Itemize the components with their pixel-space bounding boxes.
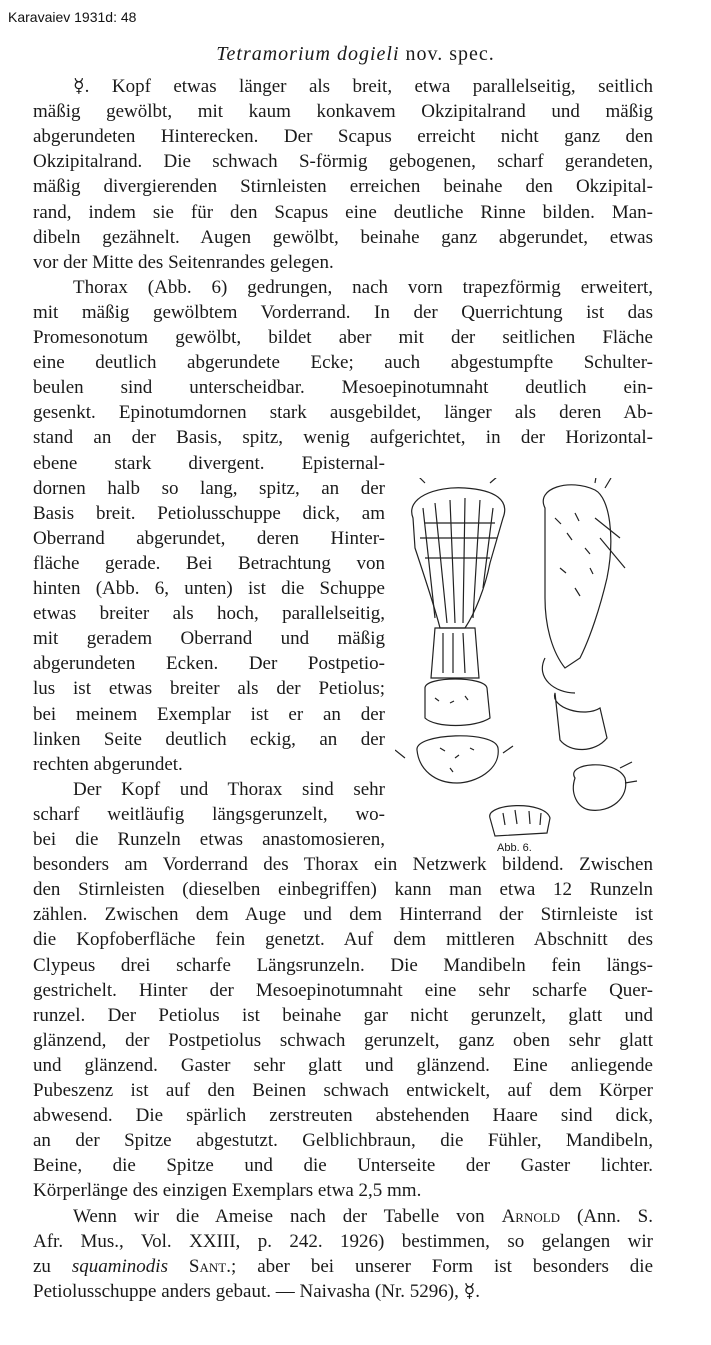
text-line: die Kopfoberfläche fein genetzt. Auf dem mittleren Abschnitt des (33, 929, 653, 951)
text-line: abgerundeten Ecken. Der Postpetio- (33, 653, 385, 675)
text-line: Okzipitalrand. Die schwach S-förmig gebogenen, scharf gerandeten, (33, 151, 653, 173)
text-fragment: (Ann. S. (560, 1205, 653, 1227)
lateral-postpetiole (573, 765, 625, 811)
text-line (33, 1254, 653, 1280)
text-line: hinten (Abb. 6, unten) ist die Schuppe (33, 578, 385, 599)
text-line (33, 1279, 653, 1305)
text-line: Promesonotum gewölbt, bildet aber mit der seitlichen Fläche (33, 327, 653, 348)
text-line: rechten abgerundet. (33, 753, 183, 775)
text-line: vor der Mitte des Seitenrandes gelegen. (33, 251, 334, 273)
text-line (33, 1204, 653, 1230)
text-line: besonders am Vorderrand des Thorax ein Netzwerk bildend. Zwischen (33, 854, 653, 876)
text-line: dornen halb so lang, spitz, an der (33, 477, 385, 499)
text-line: lus ist etwas breiter als der Petiolus; (33, 678, 385, 700)
text-line: Thorax (Abb. 6) gedrungen, nach vorn trapezförmig erweitert, (73, 276, 653, 298)
text-fragment: zu (33, 1255, 72, 1277)
ant-figure (395, 478, 665, 838)
text-line: eine deutlich abgerundete Ecke; auch abgestumpfte Schulter- (33, 352, 653, 374)
text-line: ebene stark divergent. Episternal- (33, 452, 385, 474)
text-line: Beine, die Spitze und die Unterseite der Gaster lichter. (33, 1155, 653, 1177)
text-line: rand, indem sie für den Scapus eine deutliche Rinne bilden. Man- (33, 201, 653, 223)
text-line: mit geradem Oberrand und mäßig (33, 628, 385, 650)
text-fragment: Wenn wir die Ameise nach der Tabelle von (73, 1205, 502, 1227)
text-fragment (168, 1256, 189, 1277)
text-line: abwesend. Die spärlich zerstreuten abstehenden Haare sind dick, (33, 1105, 653, 1127)
lateral-petiole (555, 693, 607, 750)
postpetiole-outline (417, 736, 498, 783)
text-line: bei die Runzeln etwas anastomosieren, (33, 829, 385, 850)
thorax-outline (431, 628, 479, 678)
text-line: scharf weitläufig längsgerunzelt, wo- (33, 803, 385, 825)
text-fragment: Afr. Mus., Vol. XXIII, p. 242. 1926) bestimmen, so gelangen wir (33, 1230, 653, 1252)
lateral-outline (543, 485, 611, 668)
rear-view-outline (490, 806, 550, 836)
text-line: Clypeus drei scharfe Längsrunzeln. Die Mandibeln fein längs- (33, 954, 653, 976)
species-name: Tetramorium dogieli (216, 43, 400, 65)
text-line (33, 1229, 653, 1255)
species-title (0, 43, 711, 66)
text-line: mäßig divergierenden Stirnleisten erreichen beinahe den Okzipital- (33, 176, 653, 198)
text-line: den Stirnleisten (dieselben einbegriffen) kann man etwa 12 Runzeln (33, 879, 653, 901)
text-line: Pubeszenz ist auf den Beinen schwach entwickelt, auf dem Körper (33, 1080, 653, 1101)
text-line: zählen. Zwischen dem Auge und dem Hinterrand der Stirnleiste ist (33, 904, 653, 926)
text-line: glänzend, der Postpetiolus schwach gerunzelt, ganz oben sehr glatt (33, 1029, 653, 1051)
text-line: etwas breiter als hoch, parallelseitig, (33, 603, 385, 625)
text-fragment: ; aber bei unserer Form ist besonders die (230, 1255, 654, 1277)
text-line: mit mäßig gewölbtem Vorderrand. In der Querrichtung ist das (33, 301, 653, 323)
species-suffix: nov. spec. (405, 43, 495, 65)
page-header: Karavaiev 1931d: 48 (8, 9, 137, 25)
text-fragment: Petiolusschuppe anders gebaut. — Naivasha (Nr. 5296), ☿. (33, 1280, 480, 1302)
text-line: und glänzend. Gaster sehr glatt und glänzend. Eine anliegende (33, 1054, 653, 1076)
text-line: dibeln gezähnelt. Augen gewölbt, beinahe ganz abgerundet, etwas (33, 226, 653, 248)
text-line: gestrichelt. Hinter der Mesoepinotumnaht eine sehr scharfe Quer- (33, 979, 653, 1001)
text-line: runzel. Der Petiolus ist beinahe gar nicht gerunzelt, glatt und (33, 1004, 653, 1026)
text-line: bei meinem Exemplar ist er an der (33, 703, 385, 725)
text-line: Basis breit. Petiolusschuppe dick, am (33, 502, 385, 524)
text-line: stand an der Basis, spitz, wenig aufgerichtet, in der Horizontal- (33, 427, 653, 449)
text-line: beulen sind unterscheidbar. Mesoepinotumnaht deutlich ein- (33, 377, 653, 399)
species-epithet: squaminodis (71, 1255, 168, 1277)
text-line: fläche gerade. Bei Betrachtung von (33, 552, 385, 574)
text-line: abgerundeten Hinterecken. Der Scapus erreicht nicht ganz den (33, 126, 653, 148)
text-line: gesenkt. Epinotumdornen stark ausgebildet, länger als deren Ab- (33, 402, 653, 424)
author-name: Arnold (501, 1205, 561, 1227)
author-name: Sant. (188, 1255, 231, 1277)
text-line: linken Seite deutlich eckig, an der (33, 728, 385, 750)
text-line: mäßig gewölbt, mit kaum konkavem Okzipitalrand und mäßig (33, 101, 653, 123)
petiole-outline (425, 679, 490, 726)
text-line: Der Kopf und Thorax sind sehr (73, 778, 385, 800)
text-line: Körperlänge des einzigen Exemplars etwa 2,5 mm. (33, 1180, 422, 1202)
text-line: Oberrand abgerundet, deren Hinter- (33, 527, 385, 549)
figure-caption: Abb. 6. (497, 842, 532, 854)
text-line: ☿. Kopf etwas länger als breit, etwa parallelseitig, seitlich (73, 76, 653, 97)
text-line: an der Spitze abgestutzt. Gelblichbraun, die Fühler, Mandibeln, (33, 1130, 653, 1152)
